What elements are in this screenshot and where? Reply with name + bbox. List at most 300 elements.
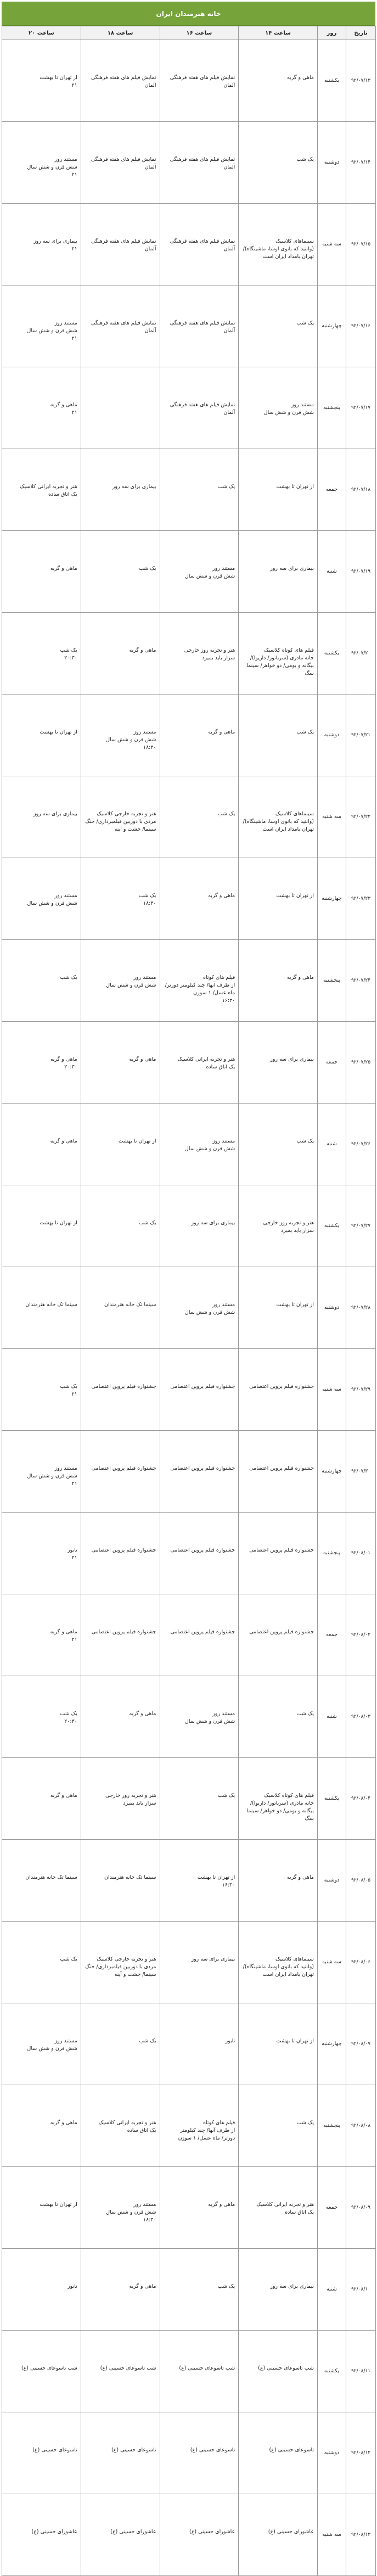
program-text: یک شب: [217, 1793, 235, 1799]
program-text: یک شب: [296, 729, 314, 735]
program-text: مستند روز شش قرن و شش سال: [27, 893, 77, 906]
program-text: بیماری برای سه روز: [270, 2283, 314, 2289]
program-text: ماهی و گربه: [129, 647, 156, 653]
slot-14-cell: [239, 449, 318, 531]
program-text: تابور: [67, 2283, 77, 2289]
slot-16-cell: [160, 1022, 239, 1104]
slot-14-cell: [239, 1594, 318, 1676]
program-text: تاسوعای حسینی (ع): [32, 2447, 77, 2453]
date-cell: ۹۲/۰۸/۰۱: [346, 1513, 376, 1594]
program-text: هنر و تجربه روز خارجی سزار باید بمیرد: [263, 1220, 314, 1234]
day-cell: جمعه: [318, 449, 346, 531]
slot-14-cell: [239, 1922, 318, 2003]
slot-14-cell: [239, 776, 318, 858]
slot-20-cell: [2, 40, 81, 122]
slot-14-cell: [239, 204, 318, 285]
program-text: از تهران تا بهشت: [276, 484, 314, 490]
program-text: هنر و تجربه خارجی کلاسیک مردی با دوربین فیلمبرداری/ جنگ سینما/ خشت و آینه: [85, 811, 156, 832]
program-text: بیماری برای سه روز ۲۱: [33, 238, 77, 252]
program-text: سینما تک خانه هنرمندان: [104, 1302, 156, 1308]
program-text: بیماری برای سه روز: [112, 484, 156, 490]
program-text: جشنواره فیلم پروین اعتصامی: [91, 1629, 156, 1635]
program-text: ماهی و گربه: [208, 893, 235, 899]
day-cell: سه شنبه: [318, 776, 346, 858]
day-cell: شنبه: [318, 1676, 346, 1758]
slot-20-cell: [2, 1349, 81, 1431]
program-text: از تهران تا بهشت: [276, 893, 314, 899]
day-cell: شنبه: [318, 531, 346, 613]
date-cell: ۹۲/۰۸/۰۹: [346, 2167, 376, 2249]
slot-18-cell: [81, 2412, 160, 2494]
slot-20-cell: [2, 776, 81, 858]
slot-18-cell: [81, 1922, 160, 2003]
program-text: فیلم های کوتاه از طرف آنها/ چند کیلومتر دورتر/ ماه عسل/ ۱ سوزن ۱۶:۳۰: [165, 975, 235, 1004]
day-cell: دوشنبه: [318, 2412, 346, 2494]
table-row: [2, 204, 376, 285]
program-text: مستند روز شش قرن و شش سال: [184, 565, 235, 579]
slot-18-cell: [81, 613, 160, 695]
slot-18-cell: [81, 1594, 160, 1676]
slot-16-cell: [160, 2003, 239, 2085]
slot-20-cell: [2, 1104, 81, 1185]
table-row: [2, 1840, 376, 1922]
slot-18-cell: [81, 2331, 160, 2412]
slot-16-cell: [160, 2085, 239, 2167]
day-cell: یکشنبه: [318, 1758, 346, 1840]
slot-20-cell: [2, 531, 81, 613]
day-cell: چهارشنبه: [318, 1431, 346, 1513]
program-text: ماهی و گربه: [286, 75, 314, 81]
slot-14-cell: [239, 858, 318, 940]
slot-20-cell: [2, 1513, 81, 1594]
program-text: سینماهای کلاسیک (وانتید که بانوی اوسا، ماشینگاه)/ تهران بامداد ایران است: [243, 811, 314, 832]
table-row: [2, 1922, 376, 2003]
program-text: نمایش فیلم های هفته فرهنگی آلمان: [170, 75, 235, 88]
slot-18-cell: [81, 1513, 160, 1594]
date-cell: ۹۲/۰۸/۰۵: [346, 1840, 376, 1922]
day-cell: پنجشنبه: [318, 2085, 346, 2167]
slot-16-cell: [160, 285, 239, 367]
date-cell: ۹۲/۰۷/۲۶: [346, 1104, 376, 1185]
program-text: بیماری برای سه روز: [270, 1056, 314, 1062]
slot-16-cell: [160, 695, 239, 776]
day-cell: پنجشنبه: [318, 940, 346, 1022]
date-cell: ۹۲/۰۸/۰۶: [346, 1922, 376, 2003]
table-row: [2, 367, 376, 449]
slot-18-cell: [81, 2167, 160, 2249]
column-header-20: ساعت ۲۰: [2, 26, 81, 40]
table-row: [2, 2003, 376, 2085]
slot-20-cell: [2, 858, 81, 940]
date-cell: ۹۲/۰۷/۱۵: [346, 204, 376, 285]
date-cell: ۹۲/۰۸/۰۷: [346, 2003, 376, 2085]
slot-14-cell: [239, 1022, 318, 1104]
slot-18-cell: [81, 122, 160, 204]
program-text: هنر و تجربه روز خارجی سزار باید بمیرد: [184, 647, 235, 661]
program-text: مستند روز شش قرن و شش سال ۱۸:۳۰: [106, 2202, 156, 2223]
program-text: شب تاسوعای حسینی (ع): [21, 2365, 77, 2371]
slot-16-cell: [160, 1513, 239, 1594]
table-row: [2, 1513, 376, 1594]
slot-14-cell: [239, 367, 318, 449]
slot-16-cell: [160, 122, 239, 204]
program-text: مستند روز شش قرن و شش سال ۲۱: [27, 156, 77, 178]
program-text: مستند روز شش قرن و شش سال: [106, 975, 156, 988]
program-text: از تهران تا بهشت: [276, 2038, 314, 2044]
slot-14-cell: [239, 1185, 318, 1267]
program-text: مستند روز شش قرن و شش سال: [184, 1302, 235, 1315]
slot-16-cell: [160, 1267, 239, 1349]
program-text: تابور: [225, 2038, 235, 2044]
slot-16-cell: [160, 2412, 239, 2494]
slot-16-cell: [160, 2331, 239, 2412]
column-header-day: روز: [318, 26, 346, 40]
table-row: [2, 1758, 376, 1840]
program-text: فیلم های کوتاه از طرف آنها/ چند کیلومتر دورتر/ ماه عسل/ ۱ سوزن: [178, 2120, 235, 2141]
program-text: نمایش فیلم های هفته فرهنگی آلمان: [91, 238, 156, 252]
table-row: [2, 613, 376, 695]
program-text: یک شب: [60, 975, 77, 981]
slot-18-cell: [81, 695, 160, 776]
slot-16-cell: [160, 1676, 239, 1758]
slot-18-cell: [81, 2085, 160, 2167]
slot-20-cell: [2, 2249, 81, 2331]
slot-16-cell: [160, 367, 239, 449]
date-cell: ۹۲/۰۸/۱۱: [346, 2331, 376, 2412]
slot-20-cell: [2, 1185, 81, 1267]
program-text: یک شب: [217, 2283, 235, 2289]
slot-18-cell: [81, 531, 160, 613]
slot-14-cell: [239, 2003, 318, 2085]
schedule-body: [2, 40, 376, 2576]
slot-14-cell: [239, 1431, 318, 1513]
slot-18-cell: [81, 2003, 160, 2085]
date-cell: ۹۲/۰۷/۱۷: [346, 367, 376, 449]
slot-14-cell: [239, 613, 318, 695]
program-text: هنر و تجربه ایرانی کلاسیک یک اتاق ساده: [177, 1056, 235, 1070]
table-row: [2, 122, 376, 204]
program-text: عاشورای حسینی (ع): [110, 2529, 156, 2535]
program-text: یک شب: [60, 1956, 77, 1962]
day-cell: جمعه: [318, 1022, 346, 1104]
program-text: یک شب: [296, 1138, 314, 1144]
table-row: [2, 2085, 376, 2167]
day-cell: چهارشنبه: [318, 2003, 346, 2085]
slot-14-cell: [239, 2085, 318, 2167]
slot-20-cell: [2, 1676, 81, 1758]
program-text: جشنواره فیلم پروین اعتصامی: [170, 1629, 235, 1635]
table-row: [2, 2331, 376, 2412]
slot-20-cell: [2, 449, 81, 531]
table-row: [2, 285, 376, 367]
date-cell: ۹۲/۰۷/۲۱: [346, 695, 376, 776]
schedule-table: [2, 26, 376, 2576]
program-text: جشنواره فیلم پروین اعتصامی: [249, 1629, 314, 1635]
program-text: یک شب: [139, 2038, 156, 2044]
slot-16-cell: [160, 40, 239, 122]
slot-14-cell: [239, 122, 318, 204]
program-text: هنر و تجربه ایرانی کلاسیک یک اتاق ساده: [98, 2120, 156, 2133]
program-text: تاسوعای حسینی (ع): [111, 2447, 156, 2453]
slot-18-cell: [81, 1022, 160, 1104]
column-header-14: ساعت ۱۴: [239, 26, 318, 40]
date-cell: ۹۲/۰۸/۰۸: [346, 2085, 376, 2167]
slot-14-cell: [239, 1349, 318, 1431]
slot-14-cell: [239, 695, 318, 776]
program-text: ماهی و گربه ۲۱: [50, 1629, 77, 1643]
slot-20-cell: [2, 613, 81, 695]
program-text: ماهی و گربه: [50, 1793, 77, 1799]
slot-14-cell: [239, 2167, 318, 2249]
slot-16-cell: [160, 1758, 239, 1840]
date-cell: ۹۲/۰۸/۱۰: [346, 2249, 376, 2331]
slot-16-cell: [160, 1594, 239, 1676]
slot-18-cell: [81, 1431, 160, 1513]
slot-16-cell: [160, 776, 239, 858]
program-text: جشنواره فیلم پروین اعتصامی: [249, 1384, 314, 1390]
slot-14-cell: [239, 2412, 318, 2494]
table-row: [2, 1594, 376, 1676]
program-text: سینماهای کلاسیک (وانتید که بانوی اوسا، ماشینگاه)/ تهران بامداد ایران است: [243, 1956, 314, 1978]
slot-16-cell: [160, 204, 239, 285]
slot-20-cell: [2, 2085, 81, 2167]
program-text: ماهی و گربه: [208, 2202, 235, 2208]
program-text: یک شب: [296, 2120, 314, 2126]
date-cell: ۹۲/۰۸/۰۲: [346, 1594, 376, 1676]
slot-20-cell: [2, 1594, 81, 1676]
program-text: شب تاسوعای حسینی (ع): [258, 2365, 314, 2371]
date-cell: ۹۲/۰۷/۲۳: [346, 858, 376, 940]
program-text: تاسوعای حسینی (ع): [269, 2447, 314, 2453]
program-text: از تهران تا بهشت: [40, 1220, 77, 1226]
program-text: ماهی و گربه: [129, 1711, 156, 1717]
program-text: مستند روز شش قرن و شش سال ۲۱: [27, 320, 77, 341]
day-cell: دوشنبه: [318, 1267, 346, 1349]
program-text: بیماری برای سه روز: [270, 565, 314, 572]
table-row: [2, 2249, 376, 2331]
date-cell: ۹۲/۰۷/۲۴: [346, 940, 376, 1022]
page-title: خانه هنرمندان ایران: [2, 2, 375, 26]
slot-18-cell: [81, 2249, 160, 2331]
day-cell: دوشنبه: [318, 1840, 346, 1922]
program-text: یک شب: [296, 320, 314, 326]
program-text: نمایش فیلم های هفته فرهنگی آلمان: [91, 156, 156, 170]
day-cell: یکشنبه: [318, 613, 346, 695]
slot-18-cell: [81, 1349, 160, 1431]
program-text: هنر و تجربه ایرانی کلاسیک یک اتاق ساده: [19, 484, 77, 497]
program-text: از تهران تا بهشت ۲۱: [40, 75, 77, 88]
program-text: یک شب: [296, 156, 314, 163]
slot-16-cell: [160, 858, 239, 940]
program-text: یک شب ۲۱: [60, 1384, 77, 1397]
slot-20-cell: [2, 285, 81, 367]
program-text: جشنواره فیلم پروین اعتصامی: [170, 1384, 235, 1390]
slot-14-cell: [239, 1104, 318, 1185]
date-cell: ۹۲/۰۸/۱۳: [346, 2494, 376, 2576]
day-cell: یکشنبه: [318, 1185, 346, 1267]
date-cell: ۹۲/۰۸/۱۲: [346, 2412, 376, 2494]
program-text: هنر و تجربه خارجی کلاسیک مردی با دوربین فیلمبرداری/ جنگ سینما/ خشت و آینه: [85, 1956, 156, 1978]
date-cell: ۹۲/۰۷/۲۸: [346, 1267, 376, 1349]
program-text: مستند روز شش قرن و شش سال: [263, 402, 314, 416]
program-text: ماهی و گربه: [50, 565, 77, 572]
slot-20-cell: [2, 2003, 81, 2085]
column-header-18: ساعت ۱۸: [81, 26, 160, 40]
table-row: [2, 940, 376, 1022]
slot-16-cell: [160, 449, 239, 531]
program-text: نمایش فیلم های هفته فرهنگی آلمان: [170, 156, 235, 170]
table-row: [2, 1022, 376, 1104]
program-text: جشنواره فیلم پروین اعتصامی: [91, 1465, 156, 1471]
day-cell: چهارشنبه: [318, 285, 346, 367]
slot-14-cell: [239, 285, 318, 367]
program-text: از تهران تا بهشت: [40, 729, 77, 735]
program-text: سینما تک خانه هنرمندان: [25, 1874, 77, 1880]
table-row: [2, 1104, 376, 1185]
slot-20-cell: [2, 695, 81, 776]
slot-18-cell: [81, 1758, 160, 1840]
program-text: جشنواره فیلم پروین اعتصامی: [170, 1465, 235, 1471]
program-text: ماهی و گربه: [50, 1138, 77, 1144]
slot-20-cell: [2, 2494, 81, 2576]
day-cell: پنجشنبه: [318, 1513, 346, 1594]
program-text: هنر و تجربه ایرانی کلاسیک یک اتاق ساده: [256, 2202, 314, 2215]
slot-14-cell: [239, 1840, 318, 1922]
date-cell: ۹۲/۰۷/۳۰: [346, 1431, 376, 1513]
slot-18-cell: [81, 2494, 160, 2576]
program-text: نمایش فیلم های هفته فرهنگی آلمان: [91, 320, 156, 334]
program-text: ماهی و گربه ۲۰:۳۰: [50, 1056, 77, 1070]
slot-18-cell: [81, 1840, 160, 1922]
program-text: ماهی و گربه: [129, 2283, 156, 2289]
table-row: [2, 2412, 376, 2494]
slot-16-cell: [160, 531, 239, 613]
table-row: [2, 1185, 376, 1267]
day-cell: یکشنبه: [318, 40, 346, 122]
program-text: سینماهای کلاسیک (وانتید که بانوی اوسا، ماشینگاه)/ تهران بامداد ایران است: [243, 238, 314, 260]
program-text: بیماری برای سه روز: [33, 811, 77, 817]
date-cell: ۹۲/۰۷/۱۹: [346, 531, 376, 613]
program-text: جشنواره فیلم پروین اعتصامی: [249, 1547, 314, 1553]
day-cell: شنبه: [318, 1104, 346, 1185]
program-text: از تهران تا بهشت ۱۶:۳۰: [197, 1874, 235, 1888]
slot-18-cell: [81, 40, 160, 122]
program-text: تابور ۲۱: [67, 1547, 77, 1561]
slot-14-cell: [239, 1513, 318, 1594]
slot-18-cell: [81, 1676, 160, 1758]
program-text: ماهی و گربه: [286, 1874, 314, 1880]
slot-16-cell: [160, 2249, 239, 2331]
column-header-date: تاریخ: [346, 26, 376, 40]
program-text: عاشورای حسینی (ع): [31, 2529, 77, 2535]
date-cell: ۹۲/۰۸/۰۳: [346, 1676, 376, 1758]
date-cell: ۹۲/۰۷/۱۴: [346, 122, 376, 204]
program-text: یک شب: [296, 1711, 314, 1717]
program-text: نمایش فیلم های هفته فرهنگی آلمان: [170, 320, 235, 334]
slot-20-cell: [2, 2167, 81, 2249]
date-cell: ۹۲/۰۷/۲۲: [346, 776, 376, 858]
program-text: سینما تک خانه هنرمندان: [25, 1302, 77, 1308]
slot-16-cell: [160, 1840, 239, 1922]
program-text: ماهی و گربه: [129, 1056, 156, 1062]
slot-16-cell: [160, 940, 239, 1022]
slot-14-cell: [239, 1267, 318, 1349]
date-cell: ۹۲/۰۷/۱۸: [346, 449, 376, 531]
program-text: یک شب ۲۰:۳۰: [60, 647, 77, 661]
slot-14-cell: [239, 940, 318, 1022]
slot-16-cell: [160, 1349, 239, 1431]
slot-18-cell: [81, 449, 160, 531]
program-text: [85, 367, 156, 401]
slot-18-cell: [81, 285, 160, 367]
schedule-page: [2, 2, 375, 2576]
table-row: [2, 1431, 376, 1513]
program-text: یک شب ۱۸:۳۰: [139, 893, 156, 906]
program-text: یک شب ۲۰:۳۰: [60, 1711, 77, 1724]
program-text: تاسوعای حسینی (ع): [190, 2447, 235, 2453]
table-row: [2, 2494, 376, 2576]
program-text: جشنواره فیلم پروین اعتصامی: [170, 1547, 235, 1553]
date-cell: ۹۲/۰۷/۱۶: [346, 285, 376, 367]
day-cell: جمعه: [318, 2167, 346, 2249]
day-cell: دوشنبه: [318, 695, 346, 776]
slot-20-cell: [2, 122, 81, 204]
program-text: از تهران تا بهشت: [40, 2202, 77, 2208]
date-cell: ۹۲/۰۷/۱۳: [346, 40, 376, 122]
slot-18-cell: [81, 776, 160, 858]
program-text: شب تاسوعای حسینی (ع): [179, 2365, 235, 2371]
program-text: ماهی و گربه: [208, 729, 235, 735]
slot-20-cell: [2, 367, 81, 449]
table-row: [2, 776, 376, 858]
slot-14-cell: [239, 1676, 318, 1758]
slot-16-cell: [160, 2167, 239, 2249]
slot-16-cell: [160, 2494, 239, 2576]
day-cell: سه شنبه: [318, 2494, 346, 2576]
table-row: [2, 449, 376, 531]
slot-20-cell: [2, 1267, 81, 1349]
program-text: سینما تک خانه هنرمندان: [104, 1874, 156, 1880]
slot-20-cell: [2, 1922, 81, 2003]
program-text: بیماری برای سه روز: [191, 1220, 235, 1226]
day-cell: دوشنبه: [318, 122, 346, 204]
slot-16-cell: [160, 1185, 239, 1267]
program-text: مستند روز شش قرن و شش سال: [184, 1711, 235, 1724]
program-text: نمایش فیلم های هفته فرهنگی آلمان: [170, 238, 235, 252]
slot-16-cell: [160, 1104, 239, 1185]
slot-14-cell: [239, 1758, 318, 1840]
program-text: مستند روز شش قرن و شش سال: [27, 2038, 77, 2052]
day-cell: سه شنبه: [318, 1922, 346, 2003]
slot-20-cell: [2, 204, 81, 285]
program-text: مستند روز شش قرن و شش سال ۲۱: [27, 1465, 77, 1487]
day-cell: پنجشنبه: [318, 367, 346, 449]
program-text: ماهی و گربه: [286, 975, 314, 981]
slot-14-cell: [239, 2494, 318, 2576]
program-text: هنر و تجربه روز خارجی سزار باید بمیرد: [105, 1793, 156, 1806]
program-text: نمایش فیلم های هفته فرهنگی آلمان: [91, 75, 156, 88]
date-cell: ۹۲/۰۷/۲۹: [346, 1349, 376, 1431]
slot-16-cell: [160, 1431, 239, 1513]
slot-18-cell: [81, 858, 160, 940]
slot-20-cell: [2, 1758, 81, 1840]
slot-18-cell: [81, 940, 160, 1022]
table-row: [2, 1267, 376, 1349]
day-cell: یکشنبه: [318, 2331, 346, 2412]
program-text: جشنواره فیلم پروین اعتصامی: [91, 1384, 156, 1390]
date-cell: ۹۲/۰۷/۲۷: [346, 1185, 376, 1267]
header-row: [2, 26, 376, 40]
